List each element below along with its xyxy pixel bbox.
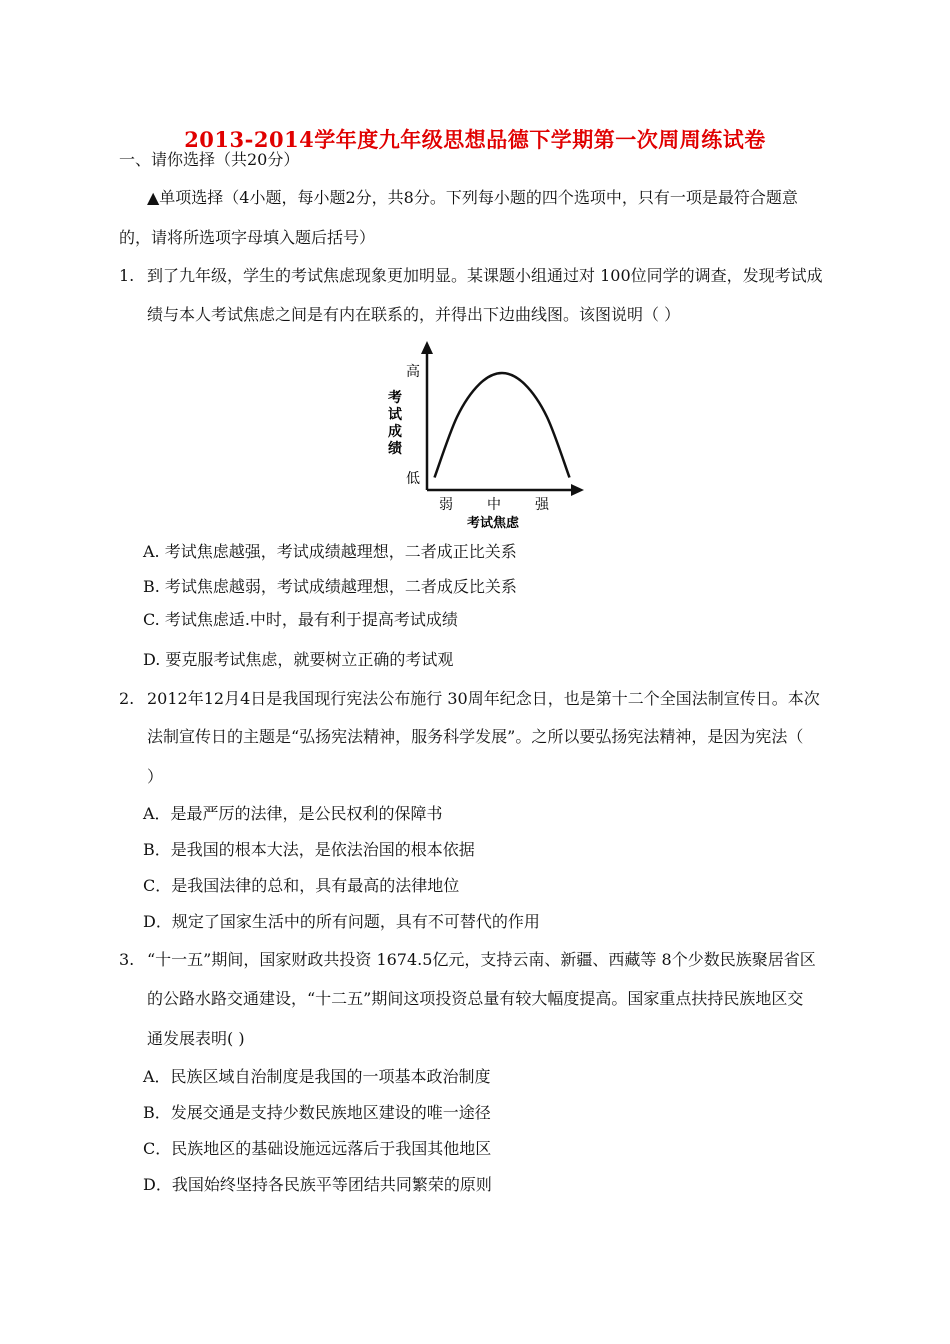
- question-1-option-b: B. 考试焦虑越弱，考试成绩越理想，二者成反比关系: [143, 577, 517, 596]
- question-2-option-b: B．是我国的根本大法，是依法治国的根本依据: [143, 840, 475, 859]
- x-tick-strong: 强: [535, 497, 549, 513]
- question-1-number: 1.: [119, 266, 135, 285]
- question-1-line-1: 到了九年级，学生的考试焦虑现象更加明显。某课题小组通过对 100位同学的调查，发现考试成: [147, 266, 823, 285]
- question-1-option-d: D. 要克服考试焦虑，就要树立正确的考试观: [143, 650, 454, 669]
- x-tick-weak: 弱: [439, 497, 453, 513]
- y-axis-label: [388, 389, 403, 457]
- y-axis-label-char: 成: [388, 424, 402, 440]
- question-3-option-b: B．发展交通是支持少数民族地区建设的唯一途径: [143, 1103, 491, 1122]
- question-3-option-a: A．民族区域自治制度是我国的一项基本政治制度: [143, 1067, 491, 1086]
- chart-svg: [375, 338, 595, 538]
- y-tick-high: 高: [406, 364, 420, 380]
- x-axis-label: 考试焦虑: [466, 516, 520, 531]
- question-1-option-c: C. 考试焦虑适.中时，最有利于提高考试成绩: [143, 610, 458, 629]
- question-1-option-a: A. 考试焦虑越强，考试成绩越理想，二者成正比关系: [143, 542, 517, 561]
- instruction-line-2: 的，请将所选项字母填入题后括号）: [119, 228, 376, 247]
- y-axis-label-char: 试: [388, 407, 402, 423]
- question-2-option-a: A．是最严厉的法律，是公民权利的保障书: [143, 804, 443, 823]
- series-line: [435, 373, 570, 478]
- question-3-line-2: 的公路水路交通建设，“十二五”期间这项投资总量有较大幅度提高。国家重点扶持民族地区交: [147, 989, 804, 1008]
- question-3-option-d: D．我国始终坚持各民族平等团结共同繁荣的原则: [143, 1175, 492, 1194]
- anxiety-score-chart: [375, 338, 595, 538]
- instruction-line-1: ▲单项选择（4小题，每小题2分，共8分。下列每小题的四个选项中，只有一项是最符合题意: [147, 188, 798, 207]
- x-axis-arrow: [571, 484, 584, 496]
- question-3-line-3: 通发展表明( ): [147, 1029, 245, 1048]
- y-axis-label-char: 考: [388, 390, 402, 406]
- question-2-option-c: C．是我国法律的总和，具有最高的法律地位: [143, 876, 460, 895]
- section-heading: 一、请你选择（共20分）: [119, 150, 300, 169]
- y-tick-low: 低: [406, 471, 420, 487]
- question-2-option-d: D．规定了国家生活中的所有问题，具有不可替代的作用: [143, 912, 540, 931]
- question-2-line-3: ）: [147, 767, 164, 786]
- question-3-number: 3.: [119, 950, 135, 969]
- question-2-line-1: 2012年12月4日是我国现行宪法公布施行 30周年纪念日，也是第十二个全国法制宣传日。本次: [147, 689, 820, 708]
- x-tick-medium: 中: [487, 497, 501, 513]
- question-2-number: 2.: [119, 689, 135, 708]
- question-1-line-2: 绩与本人考试焦虑之间是有内在联系的，并得出下边曲线图。该图说明（ ）: [147, 305, 681, 324]
- question-3-option-c: C．民族地区的基础设施远远落后于我国其他地区: [143, 1139, 492, 1158]
- y-axis-label-char: 绩: [388, 441, 402, 457]
- y-axis-arrow: [421, 341, 433, 354]
- question-2-line-2: 法制宣传日的主题是“弘扬宪法精神，服务科学发展”。之所以要弘扬宪法精神，是因为宪法（: [147, 727, 804, 746]
- page-title: 2013-2014学年度九年级思想品德下学期第一次周周练试卷: [184, 127, 766, 152]
- question-3-line-1: “十一五”期间，国家财政共投资 1674.5亿元，支持云南、新疆、西藏等 8个少数民族聚居省区: [147, 950, 816, 969]
